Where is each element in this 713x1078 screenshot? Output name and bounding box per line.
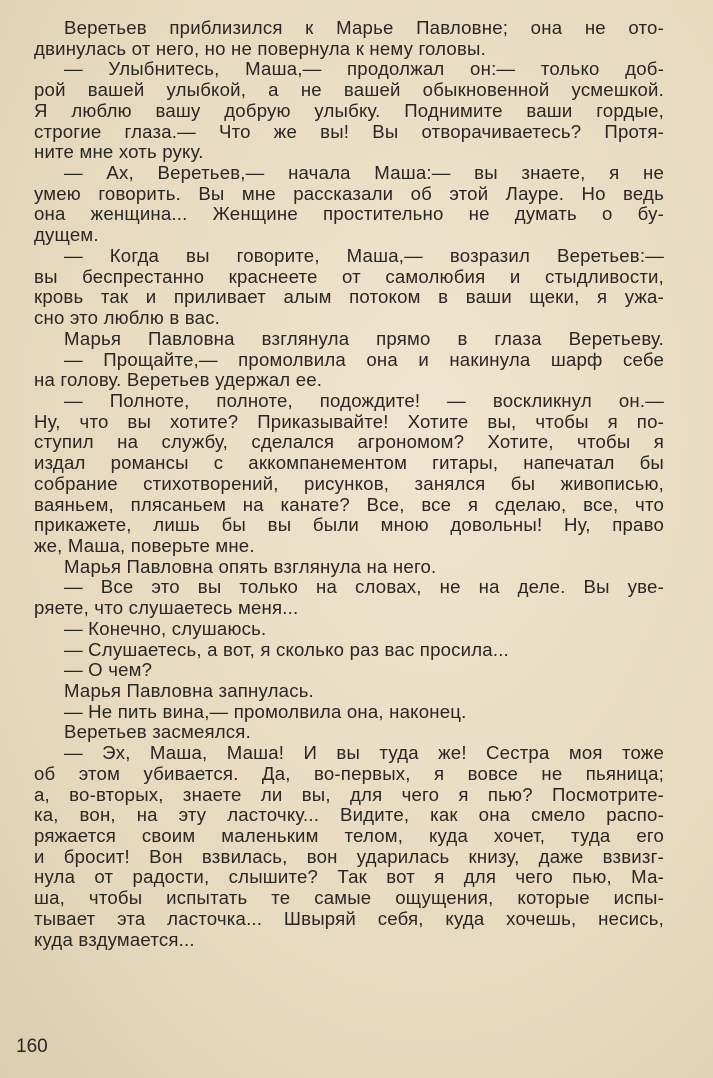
text-line: Марья Павловна опять взглянула на него.	[64, 555, 437, 577]
text-line: ните мне хоть руку.	[34, 141, 204, 163]
text-line: издал романсы с аккомпанементом гитары, напечатал бы	[34, 452, 664, 474]
text-line: Марья Павловна запнулась.	[64, 680, 314, 701]
text-line: Веретьев приблизился к Марье Павловне; она не ото-	[64, 17, 664, 38]
text-line: ряете, что слушаетесь меня...	[34, 597, 299, 619]
text-line: — Эх, Маша, Маша! И вы туда же! Сестра моя тоже	[64, 742, 664, 764]
text-line: — Полноте, полноте, подождите! — воскликнул он.—	[64, 389, 664, 411]
text-line: — Ах, Веретьев,— начала Маша:— вы знаете, я не	[64, 162, 664, 184]
text-line: — Конечно, слушаюсь.	[64, 617, 267, 639]
text-line: умею говорить. Вы мне рассказали об этой Лауре. Но ведь	[34, 182, 664, 204]
text-line: же, Маша, поверьте мне.	[34, 534, 255, 556]
text-line: а, во-вторых, знаете ли вы, для чего я пью? Посмотрите-	[34, 783, 664, 805]
text-line: она женщина... Женщине простительно не думать о бу-	[34, 203, 664, 225]
text-line: Веретьев засмеялся.	[64, 721, 251, 743]
text-line: ступил на службу, сделался агрономом? Хотите, чтобы я	[34, 431, 664, 453]
text-line: — Все это вы только на словах, не на деле. Вы уве-	[64, 576, 664, 598]
text-line: дущем.	[34, 224, 99, 246]
text-line: — Прощайте,— промолвила она и накинула шарф себе	[64, 348, 664, 370]
text-line: собрание стихотворений, рисунков, занялся бы живописью,	[34, 472, 664, 494]
text-line: нула от радости, слышите? Так вот я для чего пью, Ма-	[34, 866, 664, 888]
text-line: рой вашей улыбкой, а не вашей обыкновенной усмешкой.	[34, 79, 664, 101]
text-line: куда вздумается...	[34, 928, 195, 950]
text-line: — Когда вы говорите, Маша,— возразил Веретьев:—	[64, 244, 664, 266]
text-line: прикажете, лишь бы вы были мною довольны! Ну, право	[34, 514, 664, 536]
text-line: об этом убивается. Да, во-первых, я вовсе не пьяница;	[34, 762, 664, 784]
text-line: Ну, что вы хотите? Приказывайте! Хотите вы, чтобы я по-	[34, 410, 664, 432]
text-line: двинулась от него, но не повернула к нему головы.	[34, 37, 486, 59]
text-line: Я люблю вашу добрую улыбку. Поднимите ваши гордые,	[34, 99, 664, 121]
text-line: ваяньем, плясаньем на канате? Все, все я сделаю, все, что	[34, 493, 664, 515]
text-line: — О чем?	[64, 659, 153, 681]
text-line: и бросит! Вон взвилась, вон ударилась книзу, даже взвизг-	[34, 845, 664, 867]
text-line: тывает эта ласточка... Швыряй себя, куда хочешь, несись,	[34, 907, 664, 929]
text-line: — Слушаетесь, а вот, я сколько раз вас просила...	[64, 638, 509, 660]
text-line: вы беспрестанно краснеете от самолюбия и стыдливости,	[34, 265, 664, 287]
text-line: сно это люблю в вас.	[34, 307, 221, 329]
page-number: 160	[16, 1036, 48, 1057]
page-text	[34, 18, 664, 950]
text-line: строгие глаза.— Что же вы! Вы отворачиваетесь? Протя-	[34, 120, 664, 142]
text-line: на голову. Веретьев удержал ее.	[34, 369, 323, 391]
text-line: ша, чтобы испытать те самые ощущения, которые испы-	[34, 887, 664, 909]
text-line: кровь так и приливает алым потоком в ваши щеки, я ужа-	[34, 286, 664, 308]
text-line: ряжается своим маленьким телом, куда хочет, туда его	[34, 825, 664, 847]
text-line: ка, вон, на эту ласточку... Видите, как она смело распо-	[34, 804, 664, 826]
text-line: — Улыбнитесь, Маша,— продолжал он:— только доб-	[64, 58, 664, 80]
text-line: — Не пить вина,— промолвила она, наконец.	[64, 700, 467, 722]
text-line: Марья Павловна взглянула прямо в глаза Веретьеву.	[64, 327, 664, 349]
